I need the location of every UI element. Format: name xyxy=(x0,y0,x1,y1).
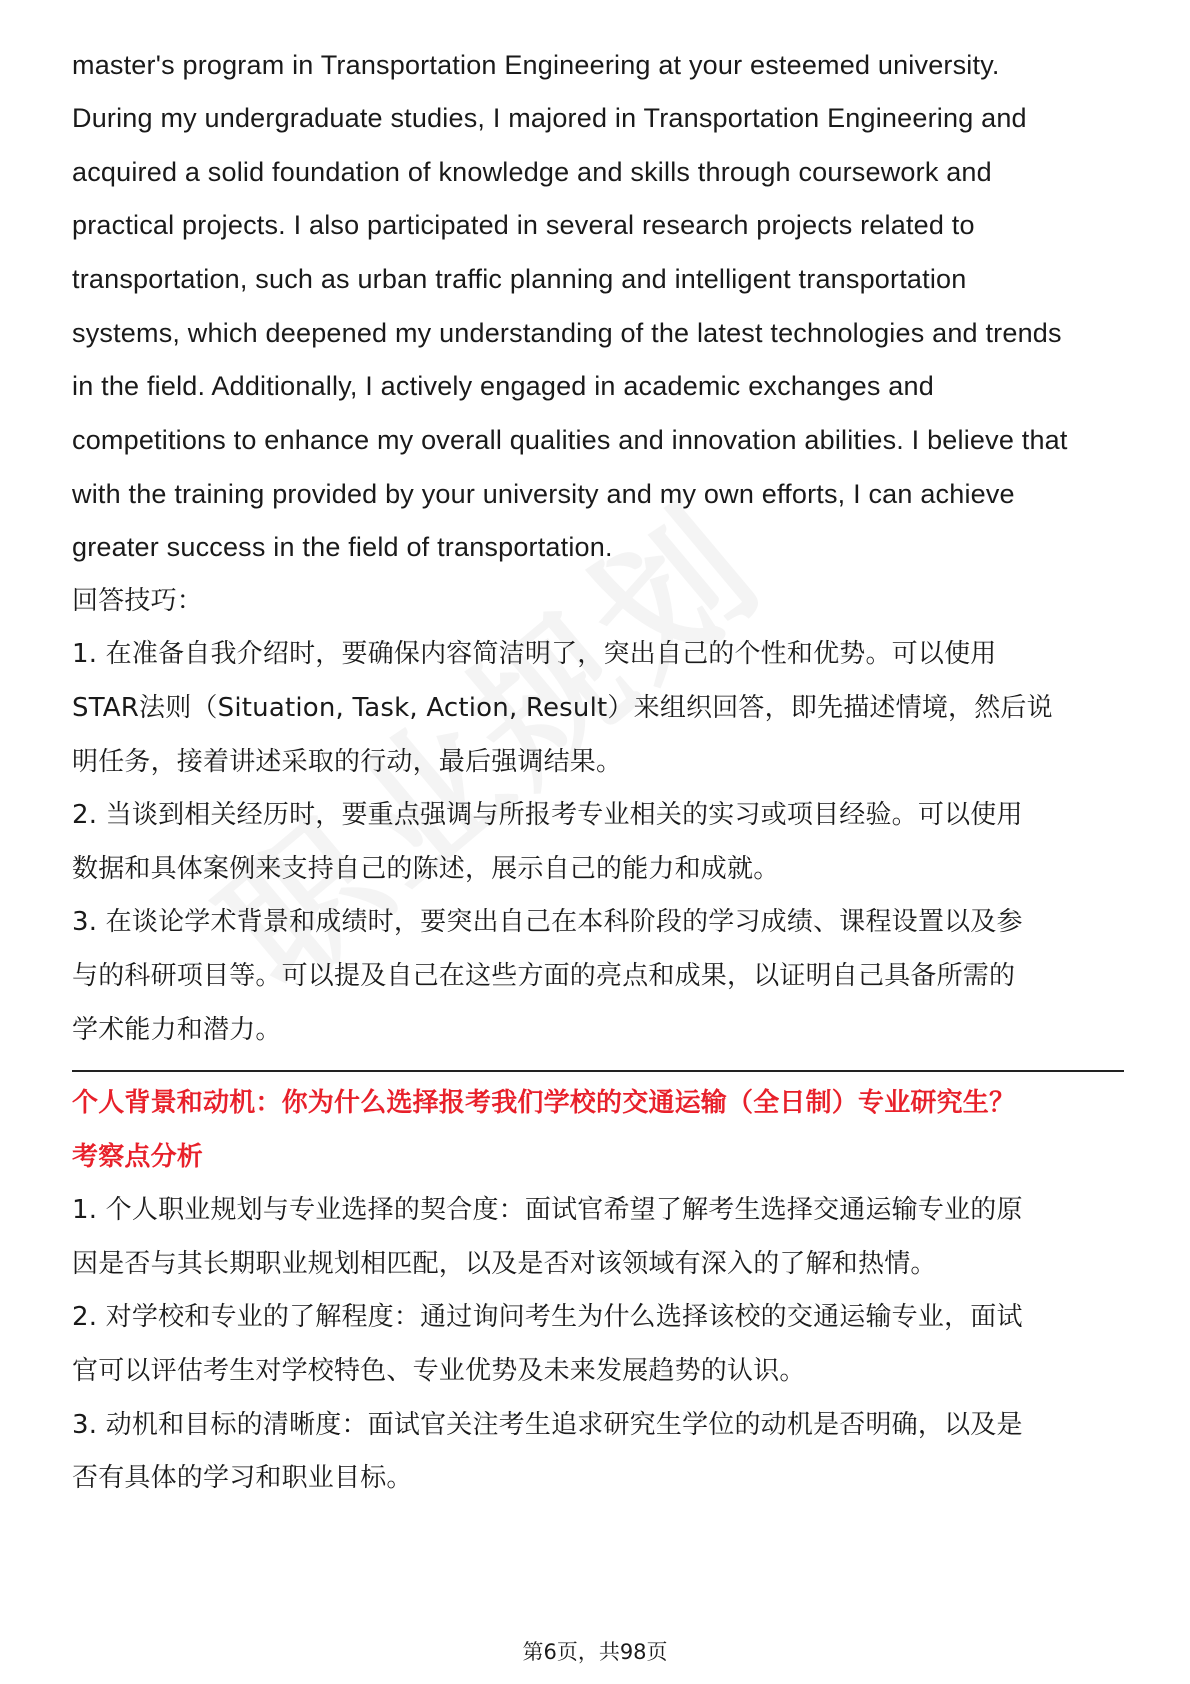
tips-line: 3. 在谈论学术背景和成绩时，要突出自己在本科阶段的学习成绩、课程设置以及参 xyxy=(72,907,1023,937)
english-line: in the field. Additionally, I actively engaged in academic exchanges and xyxy=(72,371,934,401)
tips-line: 1. 在准备自我介绍时，要确保内容简洁明了，突出自己的个性和优势。可以使用 xyxy=(72,639,997,669)
question-title: 个人背景和动机：你为什么选择报考我们学校的交通运输（全日制）专业研究生？ xyxy=(72,1088,1016,1118)
tips-line: 数据和具体案例来支持自己的陈述，展示自己的能力和成就。 xyxy=(72,854,780,884)
tips-line: 学术能力和潜力。 xyxy=(72,1015,282,1045)
english-line: greater success in the field of transportation. xyxy=(72,532,613,562)
english-line: acquired a solid foundation of knowledge and skills through coursework and xyxy=(72,157,992,187)
analysis-line: 1. 个人职业规划与专业选择的契合度：面试官希望了解考生选择交通运输专业的原 xyxy=(72,1195,1023,1225)
analysis-line: 官可以评估考生对学校特色、专业优势及未来发展趋势的认识。 xyxy=(72,1356,806,1386)
page-number: 第6页，共98页 xyxy=(522,1640,668,1664)
section-divider xyxy=(72,1070,1124,1072)
tips-heading: 回答技巧： xyxy=(72,586,204,616)
analysis-line: 2. 对学校和专业的了解程度：通过询问考生为什么选择该校的交通运输专业，面试 xyxy=(72,1302,1023,1332)
analysis-line: 因是否与其长期职业规划相匹配，以及是否对该领域有深入的了解和热情。 xyxy=(72,1249,937,1279)
analysis-heading: 考察点分析 xyxy=(72,1142,204,1172)
english-line: transportation, such as urban traffic planning and intelligent transportation xyxy=(72,264,967,294)
english-line: During my undergraduate studies, I majored in Transportation Engineering and xyxy=(72,103,1027,133)
analysis-line: 3. 动机和目标的清晰度：面试官关注考生追求研究生学位的动机是否明确，以及是 xyxy=(72,1410,1023,1440)
tips-line: 与的科研项目等。可以提及自己在这些方面的亮点和成果，以证明自己具备所需的 xyxy=(72,961,1016,991)
analysis-line: 否有具体的学习和职业目标。 xyxy=(72,1463,413,1493)
english-line: competitions to enhance my overall qualities and innovation abilities. I believe that xyxy=(72,425,1068,455)
english-line: practical projects. I also participated in several research projects related to xyxy=(72,210,975,240)
tips-line: 明任务，接着讲述采取的行动，最后强调结果。 xyxy=(72,747,623,777)
english-line: with the training provided by your university and my own efforts, I can achieve xyxy=(72,479,1015,509)
tips-line: 2. 当谈到相关经历时，要重点强调与所报考专业相关的实习或项目经验。可以使用 xyxy=(72,800,1023,830)
english-line: systems, which deepened my understanding of the latest technologies and trends xyxy=(72,318,1062,348)
english-line: master's program in Transportation Engineering at your esteemed university. xyxy=(72,50,1000,80)
tips-line: STAR法则（Situation, Task, Action, Result）来组织回答，即先描述情境，然后说 xyxy=(72,693,1053,723)
